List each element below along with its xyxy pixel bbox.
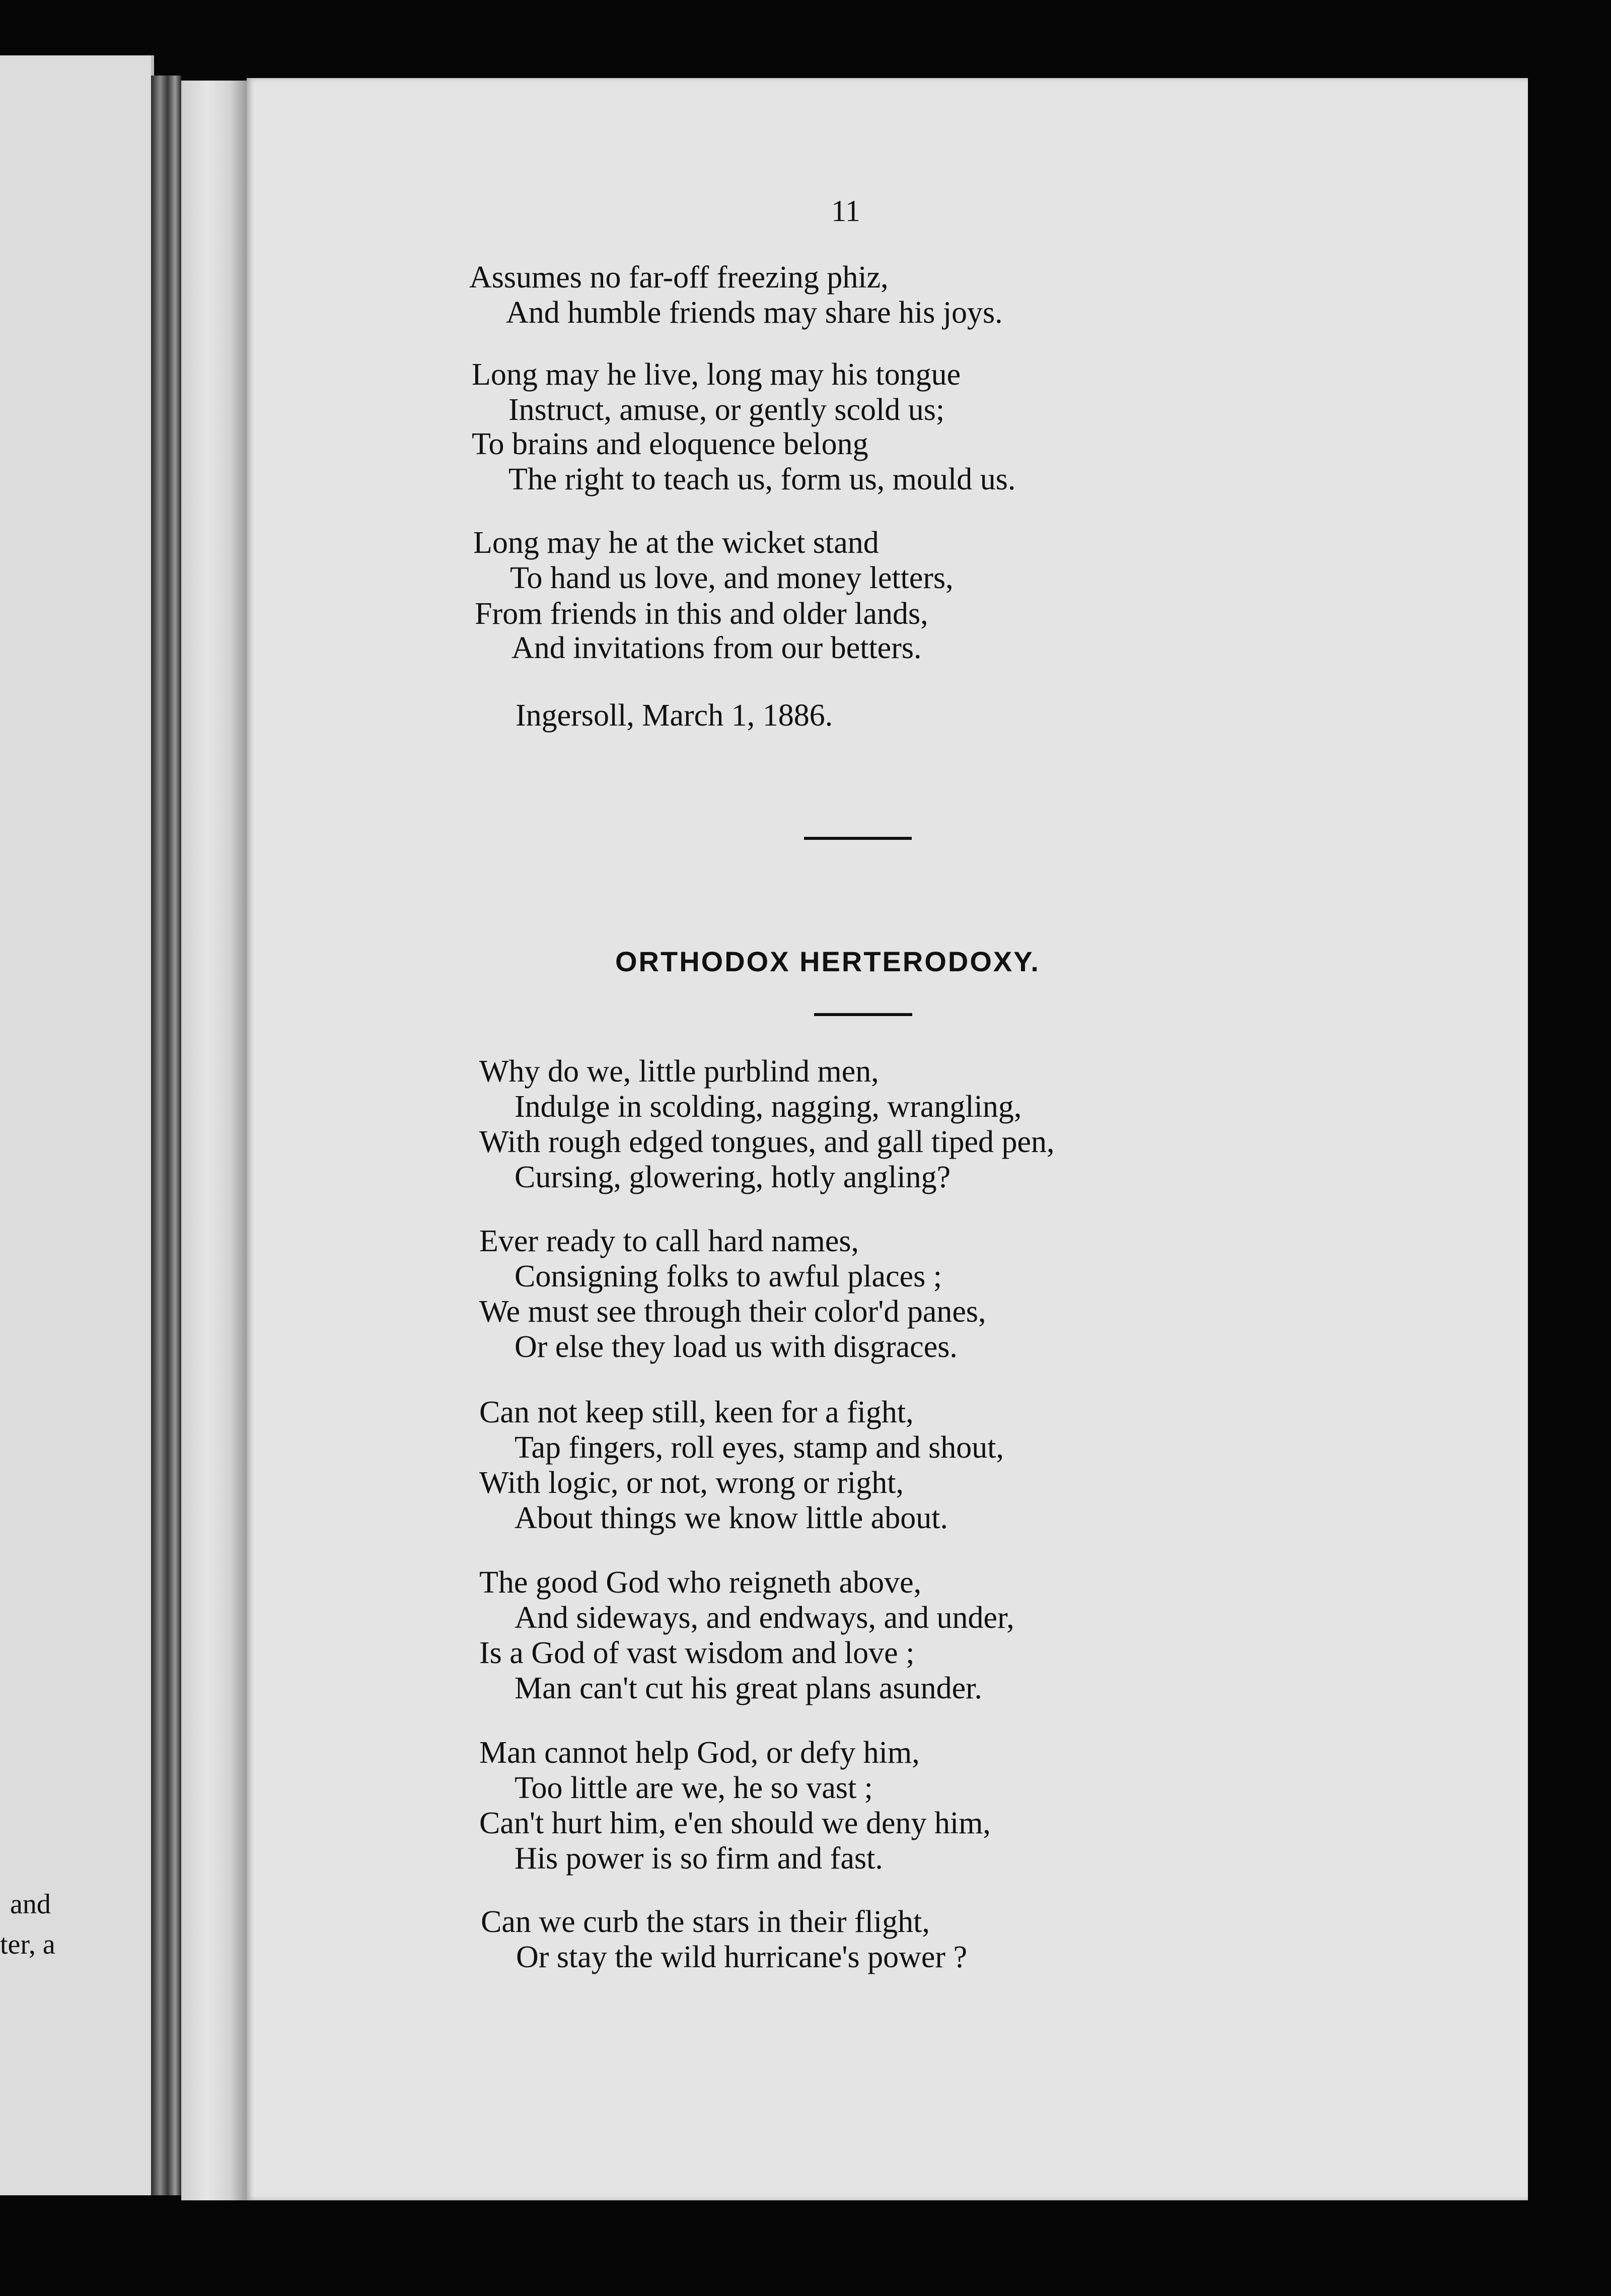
verse-line: Long may he at the wicket stand [473,526,879,560]
verse-line: Long may he live, long may his tongue [472,357,961,392]
verse-line: To brains and eloquence belong [472,427,868,461]
verse-line: And invitations from our betters. [511,631,922,665]
verse-line: Cursing, glowering, hotly angling? [515,1160,951,1194]
verse-line: Can not keep still, keen for a fight, [479,1395,914,1429]
verse-line: Ever ready to call hard names, [479,1224,859,1258]
verse-line: His power is so firm and fast. [515,1841,883,1876]
section-divider-rule [804,837,912,840]
verse-line: We must see through their color'd panes, [479,1295,986,1329]
verse-line: Instruct, amuse, or gently scold us; [508,393,945,427]
verse-line: About things we know little about. [515,1501,948,1535]
verse-line: And humble friends may share his joys. [506,296,1003,330]
title-underline-rule [814,1013,912,1016]
verse-line: To hand us love, and money letters, [510,561,954,595]
verse-line: Is a God of vast wisdom and love ; [479,1636,915,1670]
verse-line: Man cannot help God, or defy him, [479,1736,920,1770]
dateline: Ingersoll, March 1, 1886. [516,698,833,733]
verse-line: Assumes no far-off freezing phiz, [469,260,889,295]
previous-page [0,55,154,2195]
previous-page-fragment: and [10,1889,51,1920]
page-edge [181,81,247,2200]
verse-line: Or stay the wild hurricane's power ? [516,1940,968,1974]
verse-line: Why do we, little purblind men, [479,1054,879,1089]
verse-line: Consigning folks to awful places ; [515,1259,942,1294]
verse-line: Man can't cut his great plans asunder. [515,1671,982,1705]
verse-line: Tap fingers, roll eyes, stamp and shout, [515,1430,1004,1465]
verse-line: Indulge in scolding, nagging, wrangling, [515,1090,1022,1124]
verse-line: The good God who reigneth above, [479,1565,922,1600]
verse-line: With logic, or not, wrong or right, [479,1466,904,1500]
verse-line: And sideways, and endways, and under, [515,1601,1014,1635]
verse-line: Or else they load us with disgraces. [515,1330,958,1364]
verse-line: With rough edged tongues, and gall tiped pen, [479,1125,1055,1159]
verse-line: Too little are we, he so vast ; [515,1771,873,1805]
book-spine [151,76,181,2195]
verse-line: From friends in this and older lands, [475,597,928,631]
verse-line: Can't hurt him, e'en should we deny him, [479,1806,991,1840]
poem-title: ORTHODOX HERTERODOXY. [615,946,1040,977]
page-number: 11 [831,194,860,228]
previous-page-fragment: ter, a [0,1929,55,1960]
verse-line: Can we curb the stars in their flight, [481,1905,930,1939]
verse-line: The right to teach us, form us, mould us. [508,462,1016,496]
